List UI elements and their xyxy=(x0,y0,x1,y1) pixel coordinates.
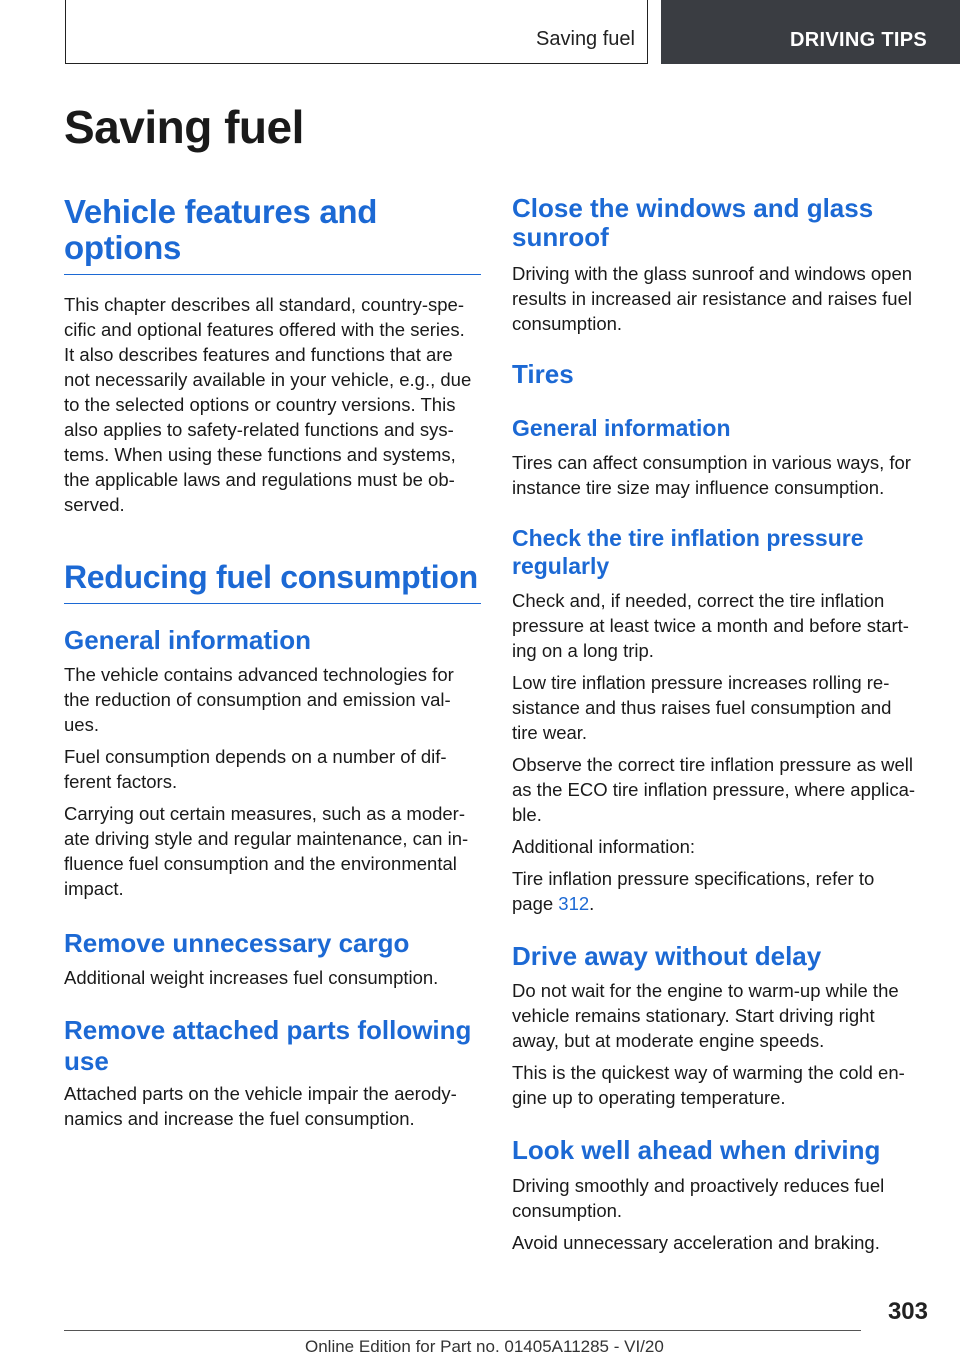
look-p2-block xyxy=(512,1230,928,1255)
heading-line: use xyxy=(64,1046,109,1076)
look-ahead-section xyxy=(512,1136,928,1165)
tires-general-body-block xyxy=(512,450,928,500)
cargo-heading: Remove unnecessary cargo xyxy=(64,928,410,958)
look-ahead-paragraph-2: Avoid unnecessary acceleration and braking. xyxy=(512,1232,880,1253)
reducing-heading-block xyxy=(64,559,481,604)
text-line: ing on a long trip. xyxy=(512,640,654,661)
check-pressure-section xyxy=(512,524,928,580)
parts-body xyxy=(64,1081,481,1131)
general-info-paragraph-2 xyxy=(64,744,481,794)
check-pressure-paragraph-5 xyxy=(512,866,928,916)
drive-away-heading: Drive away without delay xyxy=(512,941,822,971)
page-reference-link[interactable]: 312 xyxy=(558,893,590,914)
text-line: fluence fuel consumption and the environmental xyxy=(64,853,457,874)
text-line: the reduction of consumption and emission val- xyxy=(64,689,451,710)
check-p4-block xyxy=(512,834,928,859)
text-line: instance tire size may influence consumption. xyxy=(512,477,885,498)
text-line: Driving smoothly and proactively reduces fuel xyxy=(512,1175,885,1196)
heading-line: Remove attached parts following xyxy=(64,1015,472,1045)
heading-line: Check the tire inflation pressure xyxy=(512,525,864,551)
text-line: served. xyxy=(64,494,125,515)
windows-section xyxy=(512,194,928,252)
footer-divider xyxy=(64,1330,861,1331)
general-info-body xyxy=(64,662,481,737)
look-p1-block xyxy=(512,1173,928,1223)
vehicle-features-heading-text: Vehicle features and options xyxy=(64,193,378,266)
check-p3-block xyxy=(512,752,928,827)
header-section-box xyxy=(65,0,648,64)
drive-away-paragraph-1 xyxy=(512,978,928,1053)
tires-general-block xyxy=(512,414,928,442)
check-p1-block xyxy=(512,588,928,663)
text-fragment: . xyxy=(589,893,595,914)
general-info-heading: General information xyxy=(64,625,312,655)
page-title: Saving fuel xyxy=(64,101,304,153)
check-pressure-heading xyxy=(512,524,928,580)
text-line: The vehicle contains advanced technologies for xyxy=(64,664,454,685)
heading-line: regularly xyxy=(512,553,610,579)
text-line: vehicle remains stationary. Start driving right xyxy=(512,1005,875,1026)
text-line: consumption. xyxy=(512,1200,623,1221)
text-line: gine up to operating temperature. xyxy=(512,1087,786,1108)
windows-body-block xyxy=(512,261,928,336)
text-line: pressure at least twice a month and before start- xyxy=(512,615,909,636)
text-line: tems. When using these functions and systems, xyxy=(64,444,456,465)
text-line: as the ECO tire inflation pressure, where applica- xyxy=(512,779,916,800)
text-line: away, but at moderate engine speeds. xyxy=(512,1030,825,1051)
cargo-body: Additional weight increases fuel consumption. xyxy=(64,967,439,988)
drive-p1-block xyxy=(512,978,928,1053)
text-line: consumption. xyxy=(512,313,623,334)
tires-section xyxy=(512,360,928,389)
look-ahead-paragraph-1 xyxy=(512,1173,928,1223)
check-pressure-paragraph-2 xyxy=(512,670,928,745)
general-info-paragraph-3-block xyxy=(64,801,481,901)
text-line: namics and increase the fuel consumption. xyxy=(64,1108,415,1129)
text-line: impact. xyxy=(64,878,124,899)
text-line: Carrying out certain measures, such as a moder- xyxy=(64,803,466,824)
tires-general-heading: General information xyxy=(512,415,731,441)
text-line: to the selected options or country versions. This xyxy=(64,394,456,415)
vehicle-features-heading-block xyxy=(64,194,481,275)
drive-away-paragraph-2 xyxy=(512,1060,928,1110)
vehicle-features-heading xyxy=(64,194,481,275)
check-pressure-paragraph-3 xyxy=(512,752,928,827)
header-chapter-tab xyxy=(661,0,960,64)
cargo-section xyxy=(64,929,481,958)
edition-note: Online Edition for Part no. 01405A11285 - VI/20 xyxy=(305,1337,664,1356)
text-line: Do not wait for the engine to warm-up while the xyxy=(512,980,899,1001)
general-info-paragraph-3 xyxy=(64,801,481,901)
text-line: tire wear. xyxy=(512,722,588,743)
windows-body xyxy=(512,261,928,336)
text-line: This chapter describes all standard, country-spe- xyxy=(64,294,464,315)
page-number: 303 xyxy=(887,1298,928,1325)
vehicle-features-body xyxy=(64,292,481,517)
parts-heading xyxy=(64,1015,481,1077)
text-line: cific and optional features offered with the series. xyxy=(64,319,465,340)
heading-line: Close the windows and glass xyxy=(512,193,874,223)
general-info-paragraph-2-block xyxy=(64,744,481,794)
text-line: It also describes features and functions that are xyxy=(64,344,453,365)
windows-heading xyxy=(512,194,928,252)
header-chapter-title: DRIVING TIPS xyxy=(790,29,927,51)
drive-away-section xyxy=(512,942,928,971)
text-line: Driving with the glass sunroof and windows open xyxy=(512,263,913,284)
text-line: not necessarily available in your vehicle, e.g., due xyxy=(64,369,472,390)
text-line: ferent factors. xyxy=(64,771,178,792)
text-fragment: page xyxy=(512,893,559,914)
cargo-body-block xyxy=(64,965,481,990)
check-pressure-paragraph-1 xyxy=(512,588,928,663)
drive-p2-block xyxy=(512,1060,928,1110)
tires-heading: Tires xyxy=(512,359,574,389)
check-pressure-paragraph-4: Additional information: xyxy=(512,836,696,857)
text-line: results in increased air resistance and raises fuel xyxy=(512,288,912,309)
parts-body-block xyxy=(64,1081,481,1131)
text-line: Low tire inflation pressure increases rolling re- xyxy=(512,672,890,693)
reducing-consumption-heading: Reducing fuel consumption xyxy=(64,559,481,604)
text-line: This is the quickest way of warming the cold en- xyxy=(512,1062,905,1083)
header-section-title: Saving fuel xyxy=(536,28,635,50)
text-line: ate driving style and regular maintenance, can in- xyxy=(64,828,469,849)
vehicle-features-paragraph xyxy=(64,292,481,517)
text-line: also applies to safety-related functions and sys- xyxy=(64,419,454,440)
general-info-paragraph-1 xyxy=(64,662,481,737)
text-line: Observe the correct tire inflation pressure as well xyxy=(512,754,914,775)
text-line: the applicable laws and regulations must be ob- xyxy=(64,469,455,490)
heading-line: sunroof xyxy=(512,222,609,252)
check-p5-block xyxy=(512,866,928,916)
text-line: ues. xyxy=(64,714,99,735)
text-line: Check and, if needed, correct the tire inflation xyxy=(512,590,885,611)
text-line: sistance and thus raises fuel consumption and xyxy=(512,697,892,718)
parts-section xyxy=(64,1015,481,1077)
text-line: Tire inflation pressure specifications, refer to xyxy=(512,868,875,889)
tires-general-body xyxy=(512,450,928,500)
check-p2-block xyxy=(512,670,928,745)
text-line: ble. xyxy=(512,804,542,825)
text-line: Tires can affect consumption in various ways, for xyxy=(512,452,911,473)
text-line: Fuel consumption depends on a number of dif- xyxy=(64,746,447,767)
text-line: Attached parts on the vehicle impair the aerody- xyxy=(64,1083,457,1104)
look-ahead-heading: Look well ahead when driving xyxy=(512,1135,881,1165)
general-info-section xyxy=(64,626,481,655)
